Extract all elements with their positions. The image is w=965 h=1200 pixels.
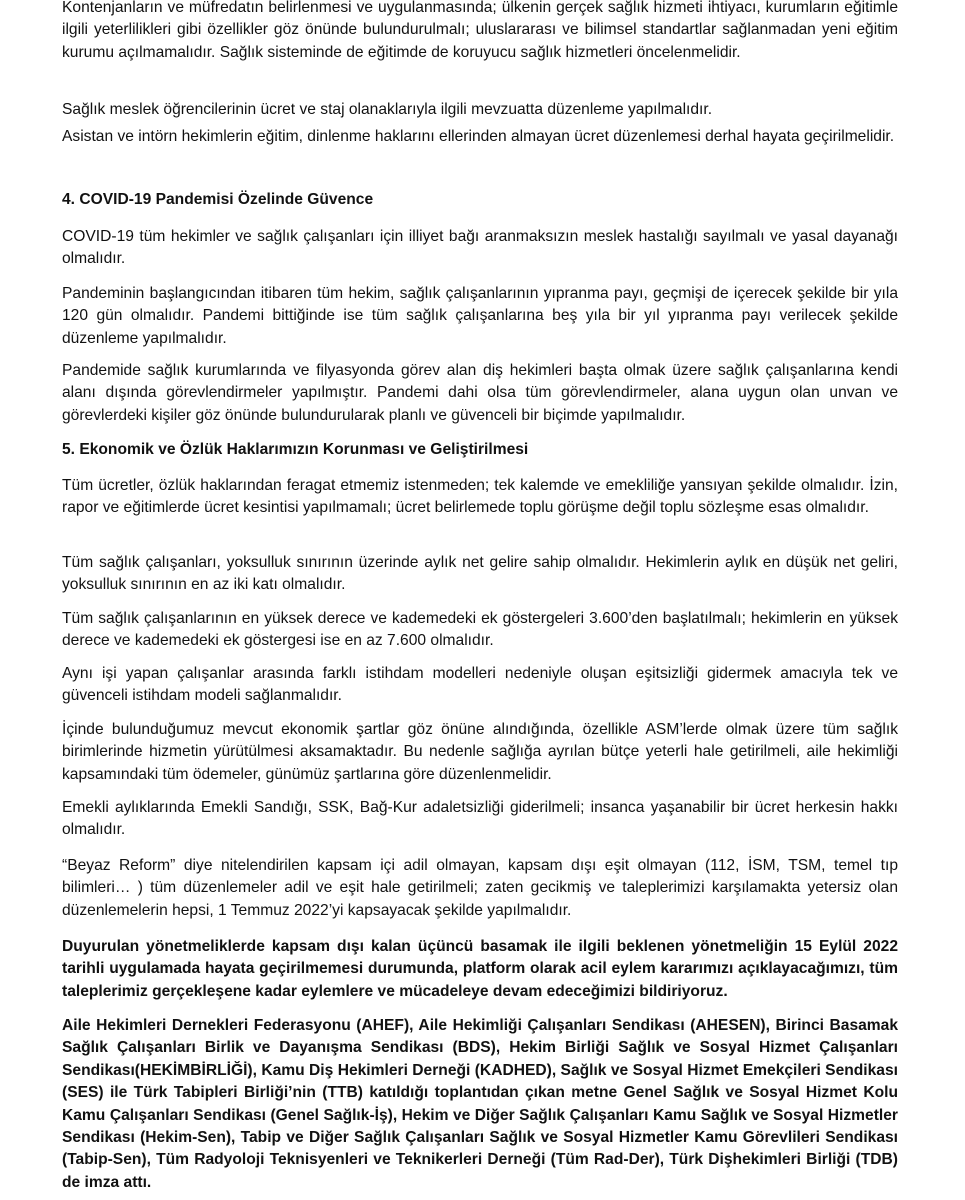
- section-heading-economic-rights: 5. Ekonomik ve Özlük Haklarımızın Korunması ve Geliştirilmesi: [62, 441, 529, 458]
- paragraph-resident-pay: Asistan ve intörn hekimlerin eğitim, dinlenme haklarını ellerinden almayan ücret düzenlemesi derhal hayata geçirilmelidir.: [62, 128, 895, 145]
- paragraph-education-quotas: Kontenjanların ve müfredatın belirlenmesi ve uygulanmasında; ülkenin gerçek sağlık hizmeti ihtiyacı, kurumların eğitimle ilgili yeterlilikleri gibi özellikler göz önünde bulundurulmalı; uluslararası ve bilimsel standartlar sağlanmadan yeni eğitim kurumu açılmamalıdır. Sağlık sisteminde de eğitimde de koruyucu sağlık hizmetleri öncelenmelidir.: [62, 0, 898, 61]
- paragraph-student-rights: Sağlık meslek öğrencilerinin ücret ve staj olanaklarıyla ilgili mevzuatta düzenleme yapılmalıdır.: [62, 101, 713, 118]
- paragraph-indicators: Tüm sağlık çalışanlarının en yüksek derece ve kademedeki ek göstergeleri 3.600’den başlatılmalı; hekimlerin en yüksek derece ve kademedeki ek göstergesi ise en az 7.600 olmalıdır.: [62, 610, 898, 650]
- paragraph-covid-assignments: Pandemide sağlık kurumlarında ve filyasyonda görev alan diş hekimleri başta olmak üzere sağlık çalışanlarına kendi alanı dışında görevlendirmeler yapılmıştır. Pandemi dahi olsa tüm görevlendirmeler, alana uygun olan unvan ve görevlerdeki kişiler göz önünde bulundurularak planlı ve güvenceli bir biçimde yapılmalıdır.: [62, 362, 898, 424]
- paragraph-employment-model: Aynı işi yapan çalışanlar arasında farklı istihdam modelleri nedeniyle oluşan eşitsizliği gidermek amacıyla tek ve güvenceli istihdam modeli sağlanmalıdır.: [62, 665, 898, 705]
- paragraph-action-statement: Duyurulan yönetmeliklerde kapsam dışı kalan üçüncü basamak ile ilgili beklenen yönetmeliğin 15 Eylül 2022 tarihli uygulamada hayata geçirilmemesi durumunda, platform olarak acil eylem kararımızı açıklayacağımızı, tüm taleplerimiz gerçekleşene kadar eylemlere ve mücadeleye devam edeceğimizi bildiriyoruz.: [62, 938, 898, 1000]
- section-heading-covid: 4. COVID-19 Pandemisi Özelinde Güvence: [62, 191, 374, 208]
- paragraph-poverty-line: Tüm sağlık çalışanları, yoksulluk sınırının üzerinde aylık net gelire sahip olmalıdır. Hekimlerin aylık en düşük net geliri, yoksulluk sınırının en az iki katı olmalıdır.: [62, 554, 898, 594]
- paragraph-covid-wear-share: Pandeminin başlangıcından itibaren tüm hekim, sağlık çalışanlarının yıpranma payı, geçmişi de içerecek şekilde bir yıla 120 gün olmalıdır. Pandemi bittiğinde ise tüm sağlık çalışanlarına beş yıla bir yıl yıpranma payı verilecek şekilde düzenleme yapılmalıdır.: [62, 285, 898, 347]
- paragraph-wages: Tüm ücretler, özlük haklarından feragat etmemiz istenmeden; tek kalemde ve emekliliğe yansıyan şekilde olmalıdır. İzin, rapor ve eğitimlerde ücret kesintisi yapılmamalı; ücret belirlemede toplu görüşme değil toplu sözleşme esas olmalıdır.: [62, 477, 898, 517]
- paragraph-budget: İçinde bulunduğumuz mevcut ekonomik şartlar göz önüne alındığında, özellikle ASM’lerde olmak üzere tüm sağlık birimlerinde hizmetin yürütülmesi aksamaktadır. Bu nedenle sağlığa ayrılan bütçe yeterli hale getirilmeli, aile hekimliği kapsamındaki tüm ödemeler, günümüz şartlarına göre düzenlenmelidir.: [62, 721, 898, 783]
- paragraph-white-reform: “Beyaz Reform” diye nitelendirilen kapsam içi adil olmayan, kapsam dışı eşit olmayan (112, İSM, TSM, temel tıp bilimleri… ) tüm düzenlemeler adil ve eşit hale getirilmeli; zaten gecikmiş ve taleplerimizi karşılamakta yetersiz olan düzenlemelerin hepsi, 1 Temmuz 2022’yi kapsayacak şekilde yapılmalıdır.: [62, 857, 898, 919]
- paragraph-covid-occupational: COVID-19 tüm hekimler ve sağlık çalışanları için illiyet bağı aranmaksızın meslek hastalığı sayılmalı ve yasal dayanağı olmalıdır.: [62, 228, 898, 268]
- paragraph-pensions: Emekli aylıklarında Emekli Sandığı, SSK, Bağ-Kur adaletsizliği giderilmeli; insanca yaşanabilir bir ücret herkesin hakkı olmalıdır.: [62, 799, 898, 839]
- paragraph-signatories: Aile Hekimleri Dernekleri Federasyonu (AHEF), Aile Hekimliği Çalışanları Sendikası (AHESEN), Birinci Basamak Sağlık Çalışanları Birlik ve Dayanışma Sendikası (BDS), Hekim Birliği Sağlık ve Sosyal Hizmet Çalışanları Sendikası(HEKİMBİRLİĞİ), Kamu Diş Hekimleri Derneği (KADHED), Sağlık ve Sosyal Hizmet Emekçileri Sendikası (SES) ile Türk Tabipleri Birliği’nin (TTB) katıldığı toplantıdan çıkan metne Genel Sağlık ve Sosyal Hizmet Kolu Kamu Çalışanları Sendikası (Genel Sağlık-İş), Hekim ve Diğer Sağlık Çalışanları Kamu Sağlık ve Sosyal Hizmetler Sendikası (Hekim-Sen), Tabip ve Diğer Sağlık Çalışanları Sağlık ve Sosyal Hizmetler Kamu Görevlileri Sendikası (Tabip-Sen), Tüm Radyoloji Teknisyenleri ve Teknikerleri Derneği (Tüm Rad-Der), Türk Dişhekimleri Birliği (TDB) de imza attı.: [62, 1017, 898, 1191]
